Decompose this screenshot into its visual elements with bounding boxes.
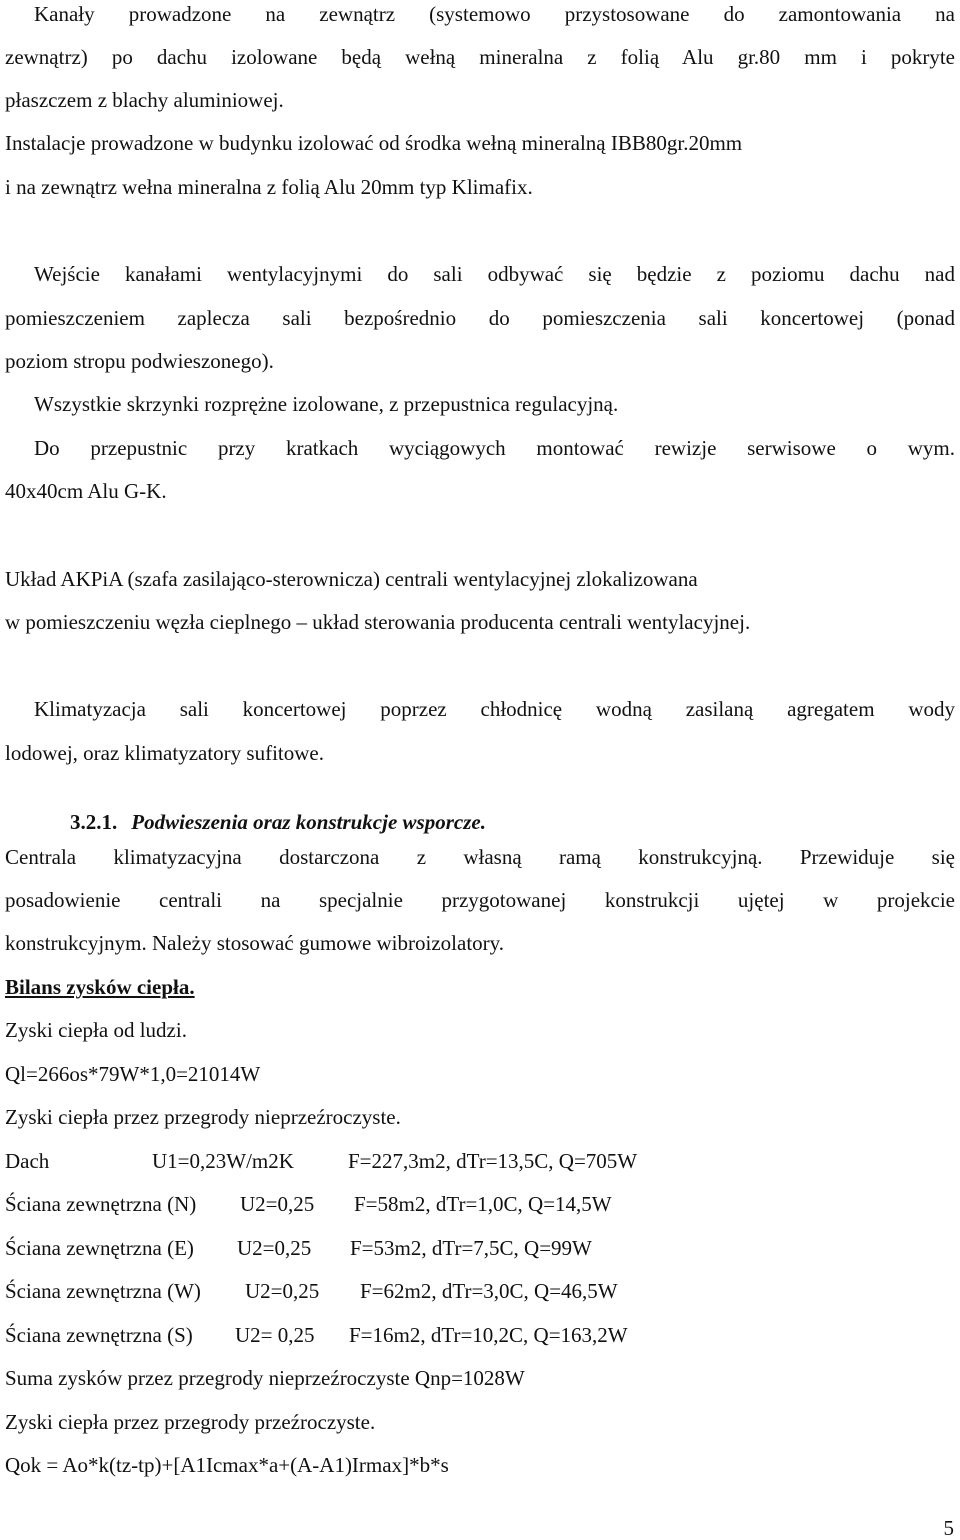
paragraph-6-line-2: posadowienie centrali na specjalnie przygotowanej konstrukcji ujętej w projekcie: [5, 888, 955, 912]
opaque-row-label: Ściana zewnętrzna (W): [5, 1279, 201, 1303]
paragraph-4-line-2: w pomieszczeniu węzła cieplnego – układ sterowania producenta centrali wentylacyjnej.: [5, 610, 751, 634]
bilans-heading: [5, 974, 955, 1000]
people-gains-formula: Ql=266os*79W*1,0=21014W: [5, 1062, 261, 1086]
opaque-row-u: U2=0,25: [237, 1236, 312, 1260]
paragraph-3-line-6: 40x40cm Alu G-K.: [5, 479, 167, 503]
bilans-heading-text: Bilans zysków ciepła.: [5, 975, 195, 999]
paragraph-6-line-3: konstrukcyjnym. Należy stosować gumowe wibroizolatory.: [5, 931, 505, 955]
opaque-row-u: U2=0,25: [240, 1192, 315, 1216]
paragraph-1-line-1: Kanały prowadzone na zewnątrz (systemowo przystosowane do zamontowania na: [34, 2, 955, 26]
paragraph-2-line-2: i na zewnątrz wełna mineralna z folią Alu 20mm typ Klimafix.: [5, 175, 533, 199]
opaque-row-label: Ściana zewnętrzna (N): [5, 1192, 197, 1216]
page-number: 5: [943, 1516, 954, 1540]
opaque-row-data: F=16m2, dTr=10,2C, Q=163,2W: [349, 1323, 628, 1347]
paragraph-3-line-3: poziom stropu podwieszonego).: [5, 349, 274, 373]
paragraph-3-line-1: Wejście kanałami wentylacyjnymi do sali odbywać się będzie z poziomu dachu nad: [34, 262, 955, 286]
paragraph-3-line-2: pomieszczeniem zaplecza sali bezpośrednio do pomieszczenia sali koncertowej (ponad: [5, 306, 955, 330]
paragraph-5-line-2: lodowej, oraz klimatyzatory sufitowe.: [5, 741, 324, 765]
transparent-gains-heading: Zyski ciepła przez przegrody przeźroczyste.: [5, 1410, 376, 1434]
opaque-row-u: U2=0,25: [245, 1279, 320, 1303]
paragraph-6-line-1: Centrala klimatyzacyjna dostarczona z własną ramą konstrukcyjną. Przewiduje się: [5, 845, 955, 869]
opaque-row-label: Dach: [5, 1149, 50, 1173]
section-title: Podwieszenia oraz konstrukcje wsporcze.: [131, 810, 486, 834]
transparent-gains-formula: Qok = Ao*k(tz-tp)+[A1Icmax*a+(A-A1)Irmax]*b*s: [5, 1453, 449, 1477]
opaque-row-data: F=227,3m2, dTr=13,5C, Q=705W: [348, 1149, 638, 1173]
section-number: 3.2.1.: [70, 810, 118, 834]
opaque-row-data: F=53m2, dTr=7,5C, Q=99W: [350, 1236, 592, 1260]
paragraph-3-line-5: Do przepustnic przy kratkach wyciągowych montować rewizje serwisowe o wym.: [34, 436, 955, 460]
section-heading: [70, 807, 486, 837]
opaque-row-label: Ściana zewnętrzna (S): [5, 1323, 193, 1347]
opaque-row-u: U1=0,23W/m2K: [152, 1149, 294, 1173]
opaque-gains-heading: Zyski ciepła przez przegrody nieprzeźroczyste.: [5, 1105, 401, 1129]
opaque-row-data: F=58m2, dTr=1,0C, Q=14,5W: [354, 1192, 612, 1216]
paragraph-2-line-1: Instalacje prowadzone w budynku izolować od środka wełną mineralną IBB80gr.20mm: [5, 131, 743, 155]
opaque-row-label: Ściana zewnętrzna (E): [5, 1236, 194, 1260]
opaque-row-data: F=62m2, dTr=3,0C, Q=46,5W: [360, 1279, 618, 1303]
paragraph-1-line-3: płaszczem z blachy aluminiowej.: [5, 88, 284, 112]
paragraph-5-line-1: Klimatyzacja sali koncertowej poprzez chłodnicę wodną zasilaną agregatem wody: [34, 697, 955, 721]
paragraph-4-line-1: Układ AKPiA (szafa zasilająco-sterownicza) centrali wentylacyjnej zlokalizowana: [5, 567, 698, 591]
paragraph-1-line-2: zewnątrz) po dachu izolowane będą wełną mineralna z folią Alu gr.80 mm i pokryte: [5, 45, 955, 69]
paragraph-3-line-4: Wszystkie skrzynki rozprężne izolowane, z przepustnica regulacyjną.: [34, 392, 619, 416]
opaque-gains-sum: Suma zysków przez przegrody nieprzeźroczyste Qnp=1028W: [5, 1366, 525, 1390]
people-gains-heading: Zyski ciepła od ludzi.: [5, 1018, 187, 1042]
opaque-row-u: U2= 0,25: [235, 1323, 315, 1347]
